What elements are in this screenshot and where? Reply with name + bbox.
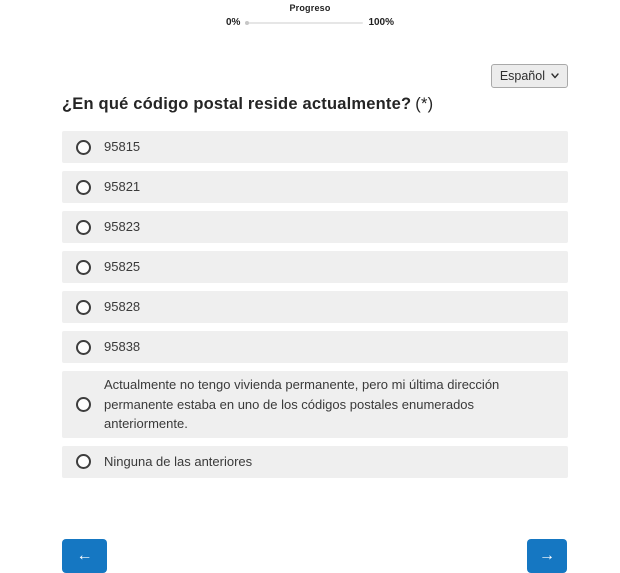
radio-icon[interactable]: [76, 140, 91, 155]
progress-min-label: 0%: [225, 17, 241, 28]
next-button[interactable]: [527, 539, 567, 573]
radio-icon[interactable]: [76, 220, 91, 235]
progress-header: [0, 0, 620, 28]
option-label: Actualmente no tengo vivienda permanente, pero mi última dirección permanente estaba en uno de los códigos postales enumerados anteriormente.: [104, 377, 500, 431]
radio-icon[interactable]: [76, 300, 91, 315]
option-row-95825[interactable]: [62, 251, 568, 283]
progress-max-label: 100%: [368, 17, 395, 28]
radio-icon[interactable]: [76, 260, 91, 275]
option-label: 95838: [104, 339, 141, 355]
radio-icon[interactable]: [76, 397, 91, 412]
question-title: [62, 95, 568, 114]
navigation-row: [0, 539, 620, 573]
option-label: 95821: [104, 179, 141, 195]
option-row-none-of-the-above[interactable]: [62, 446, 568, 478]
radio-icon[interactable]: [76, 180, 91, 195]
option-row-95815[interactable]: [62, 131, 568, 163]
progress-bar: [245, 22, 363, 24]
language-select[interactable]: [491, 64, 568, 88]
option-label: 95815: [104, 139, 141, 155]
option-row-95828[interactable]: [62, 291, 568, 323]
back-button[interactable]: [62, 539, 107, 573]
option-label: Ninguna de las anteriores: [104, 453, 253, 469]
option-label: 95828: [104, 299, 141, 315]
option-row-no-permanent-housing[interactable]: [62, 371, 568, 438]
option-row-95823[interactable]: [62, 211, 568, 243]
progress-label: Progreso: [289, 3, 331, 13]
question-text: ¿En qué código postal reside actualmente?: [62, 95, 412, 113]
option-row-95838[interactable]: [62, 331, 568, 363]
progress-bar-fill: [245, 21, 249, 25]
required-marker: (*): [415, 95, 434, 113]
arrow-left-icon: ←: [76, 546, 93, 564]
option-label: 95825: [104, 259, 141, 275]
option-label: 95823: [104, 219, 141, 235]
chevron-down-icon: [551, 73, 559, 79]
option-row-95821[interactable]: [62, 171, 568, 203]
options-list: [62, 131, 568, 478]
language-selected-value: Español: [499, 69, 545, 83]
arrow-right-icon: →: [539, 546, 555, 564]
language-row: [0, 64, 620, 88]
radio-icon[interactable]: [76, 340, 91, 355]
radio-icon[interactable]: [76, 454, 91, 469]
